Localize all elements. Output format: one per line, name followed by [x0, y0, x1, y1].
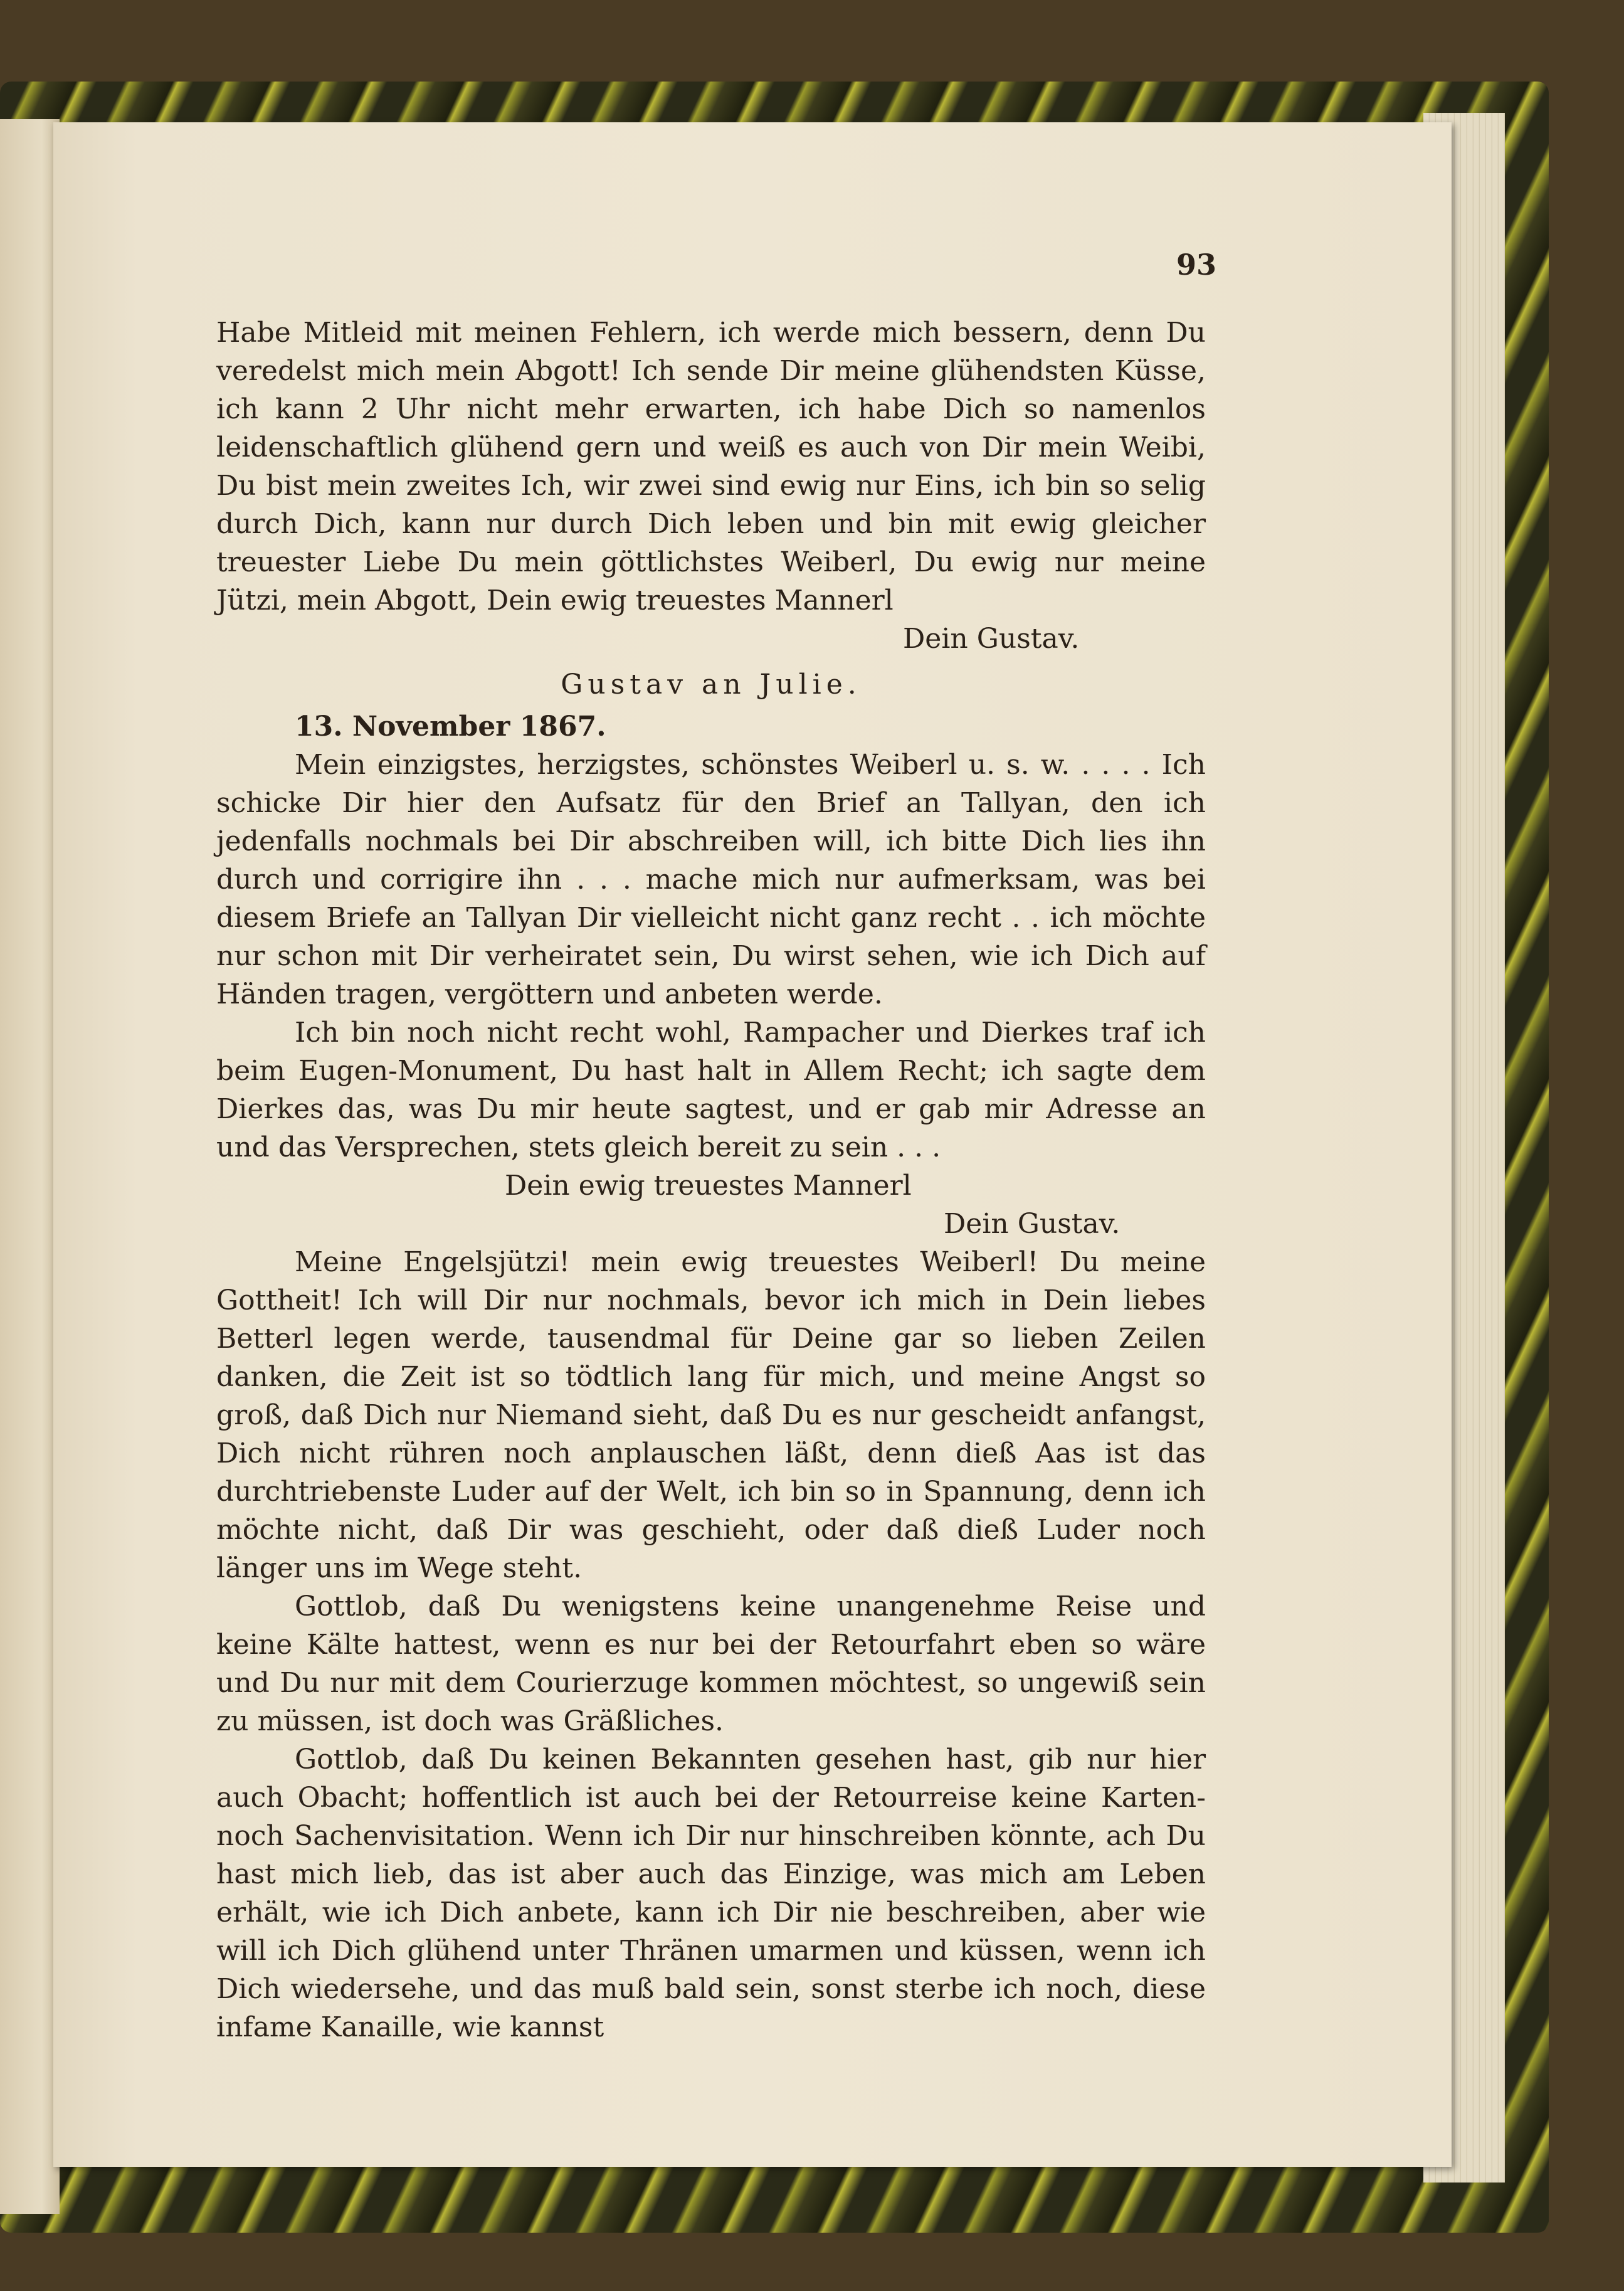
signature: Dein Gustav.	[944, 1208, 1120, 1240]
letter-date: 13. November 1867.	[295, 711, 606, 743]
left-page-edge	[0, 119, 60, 2214]
paragraph: Ich bin noch nicht recht wohl, Rampacher und Dierkes traf ich beim Eugen-Monument, Du hast halt in Allem Recht; ich sagte dem Dierkes das, was Du mir heute sagtest, und er gab mir Adresse an und das Versprechen, stets gleich bereit zu sein . . .	[216, 1017, 1206, 1163]
letter-heading: Gustav an Julie.	[561, 669, 862, 701]
paragraph: Gottlob, daß Du wenigstens keine unangenehme Reise und keine Kälte hattest, wenn es nur bei der Retourfahrt eben so wäre und Du nur mit dem Courierzuge kommen möchtest, so ungewiß sein zu müssen, ist doch was Gräßliches.	[216, 1590, 1206, 1737]
paragraph: Mein einzigstes, herzigstes, schönstes Weiberl u. s. w. . . . . Ich schicke Dir hier den Aufsatz für den Brief an Tallyan, den ich jedenfalls nochmals bei Dir abschreiben will, ich bitte Dich lies ihn durch und corrigire ihn . . . mache mich nur aufmerksam, was bei diesem Briefe an Tallyan Dir vielleicht nicht ganz recht . . ich möchte nur schon mit Dir verheiratet sein, Du wirst sehen, wie ich Dich auf Händen tragen, vergöttern und anbeten werde.	[216, 749, 1206, 1010]
closing-line: Dein ewig treuestes Mannerl	[505, 1170, 912, 1202]
paragraph: Gottlob, daß Du keinen Bekannten gesehen hast, gib nur hier auch Obacht; hoffentlich ist auch bei der Retourreise keine Karten- noch Sachenvisitation. Wenn ich Dir nur hinschreiben könnte, ach Du hast mich lieb, das ist aber auch das Einzige, was mich am Leben erhält, wie ich Dich anbete, kann ich Dir nie beschreiben, aber wie will ich Dich glühend unter Thränen umarmen und küssen, wenn ich Dich wiedersehe, und das muß bald sein, sonst sterbe ich noch, diese infame Kanaille, wie kannst	[216, 1743, 1206, 2043]
signature: Dein Gustav.	[903, 623, 1080, 655]
paragraph: Meine Engelsjützi! mein ewig treuestes Weiberl! Du meine Gottheit! Ich will Dir nur nochmals, bevor ich mich in Dein liebes Betterl legen werde, tausendmal für Deine gar so lieben Zeilen danken, die Zeit ist so tödtlich lang für mich, und meine Angst so groß, daß Dich nur Niemand sieht, daß Du es nur gescheidt anfangst, Dich nicht rühren noch anplauschen läßt, denn dieß Aas ist das durchtriebenste Luder auf der Welt, ich bin so in Spannung, denn ich möchte nicht, daß Dir was geschieht, oder daß dieß Luder noch länger uns im Wege steht.	[216, 1246, 1206, 1584]
paragraph: Habe Mitleid mit meinen Fehlern, ich werde mich bessern, denn Du veredelst mich mein Abgott! Ich sende Dir meine glühendsten Küsse, ich kann 2 Uhr nicht mehr erwarten, ich habe Dich so namenlos leidenschaftlich glühend gern und weiß es auch von Dir mein Weibi, Du bist mein zweites Ich, wir zwei sind ewig nur Eins, ich bin so selig durch Dich, kann nur durch Dich leben und bin mit ewig gleicher treuester Liebe Du mein göttlichstes Weiberl, Du ewig nur meine Jützi, mein Abgott, Dein ewig treuestes Mannerl	[216, 317, 1206, 616]
page-text	[216, 314, 1206, 2046]
page-number: 93	[1176, 248, 1216, 282]
